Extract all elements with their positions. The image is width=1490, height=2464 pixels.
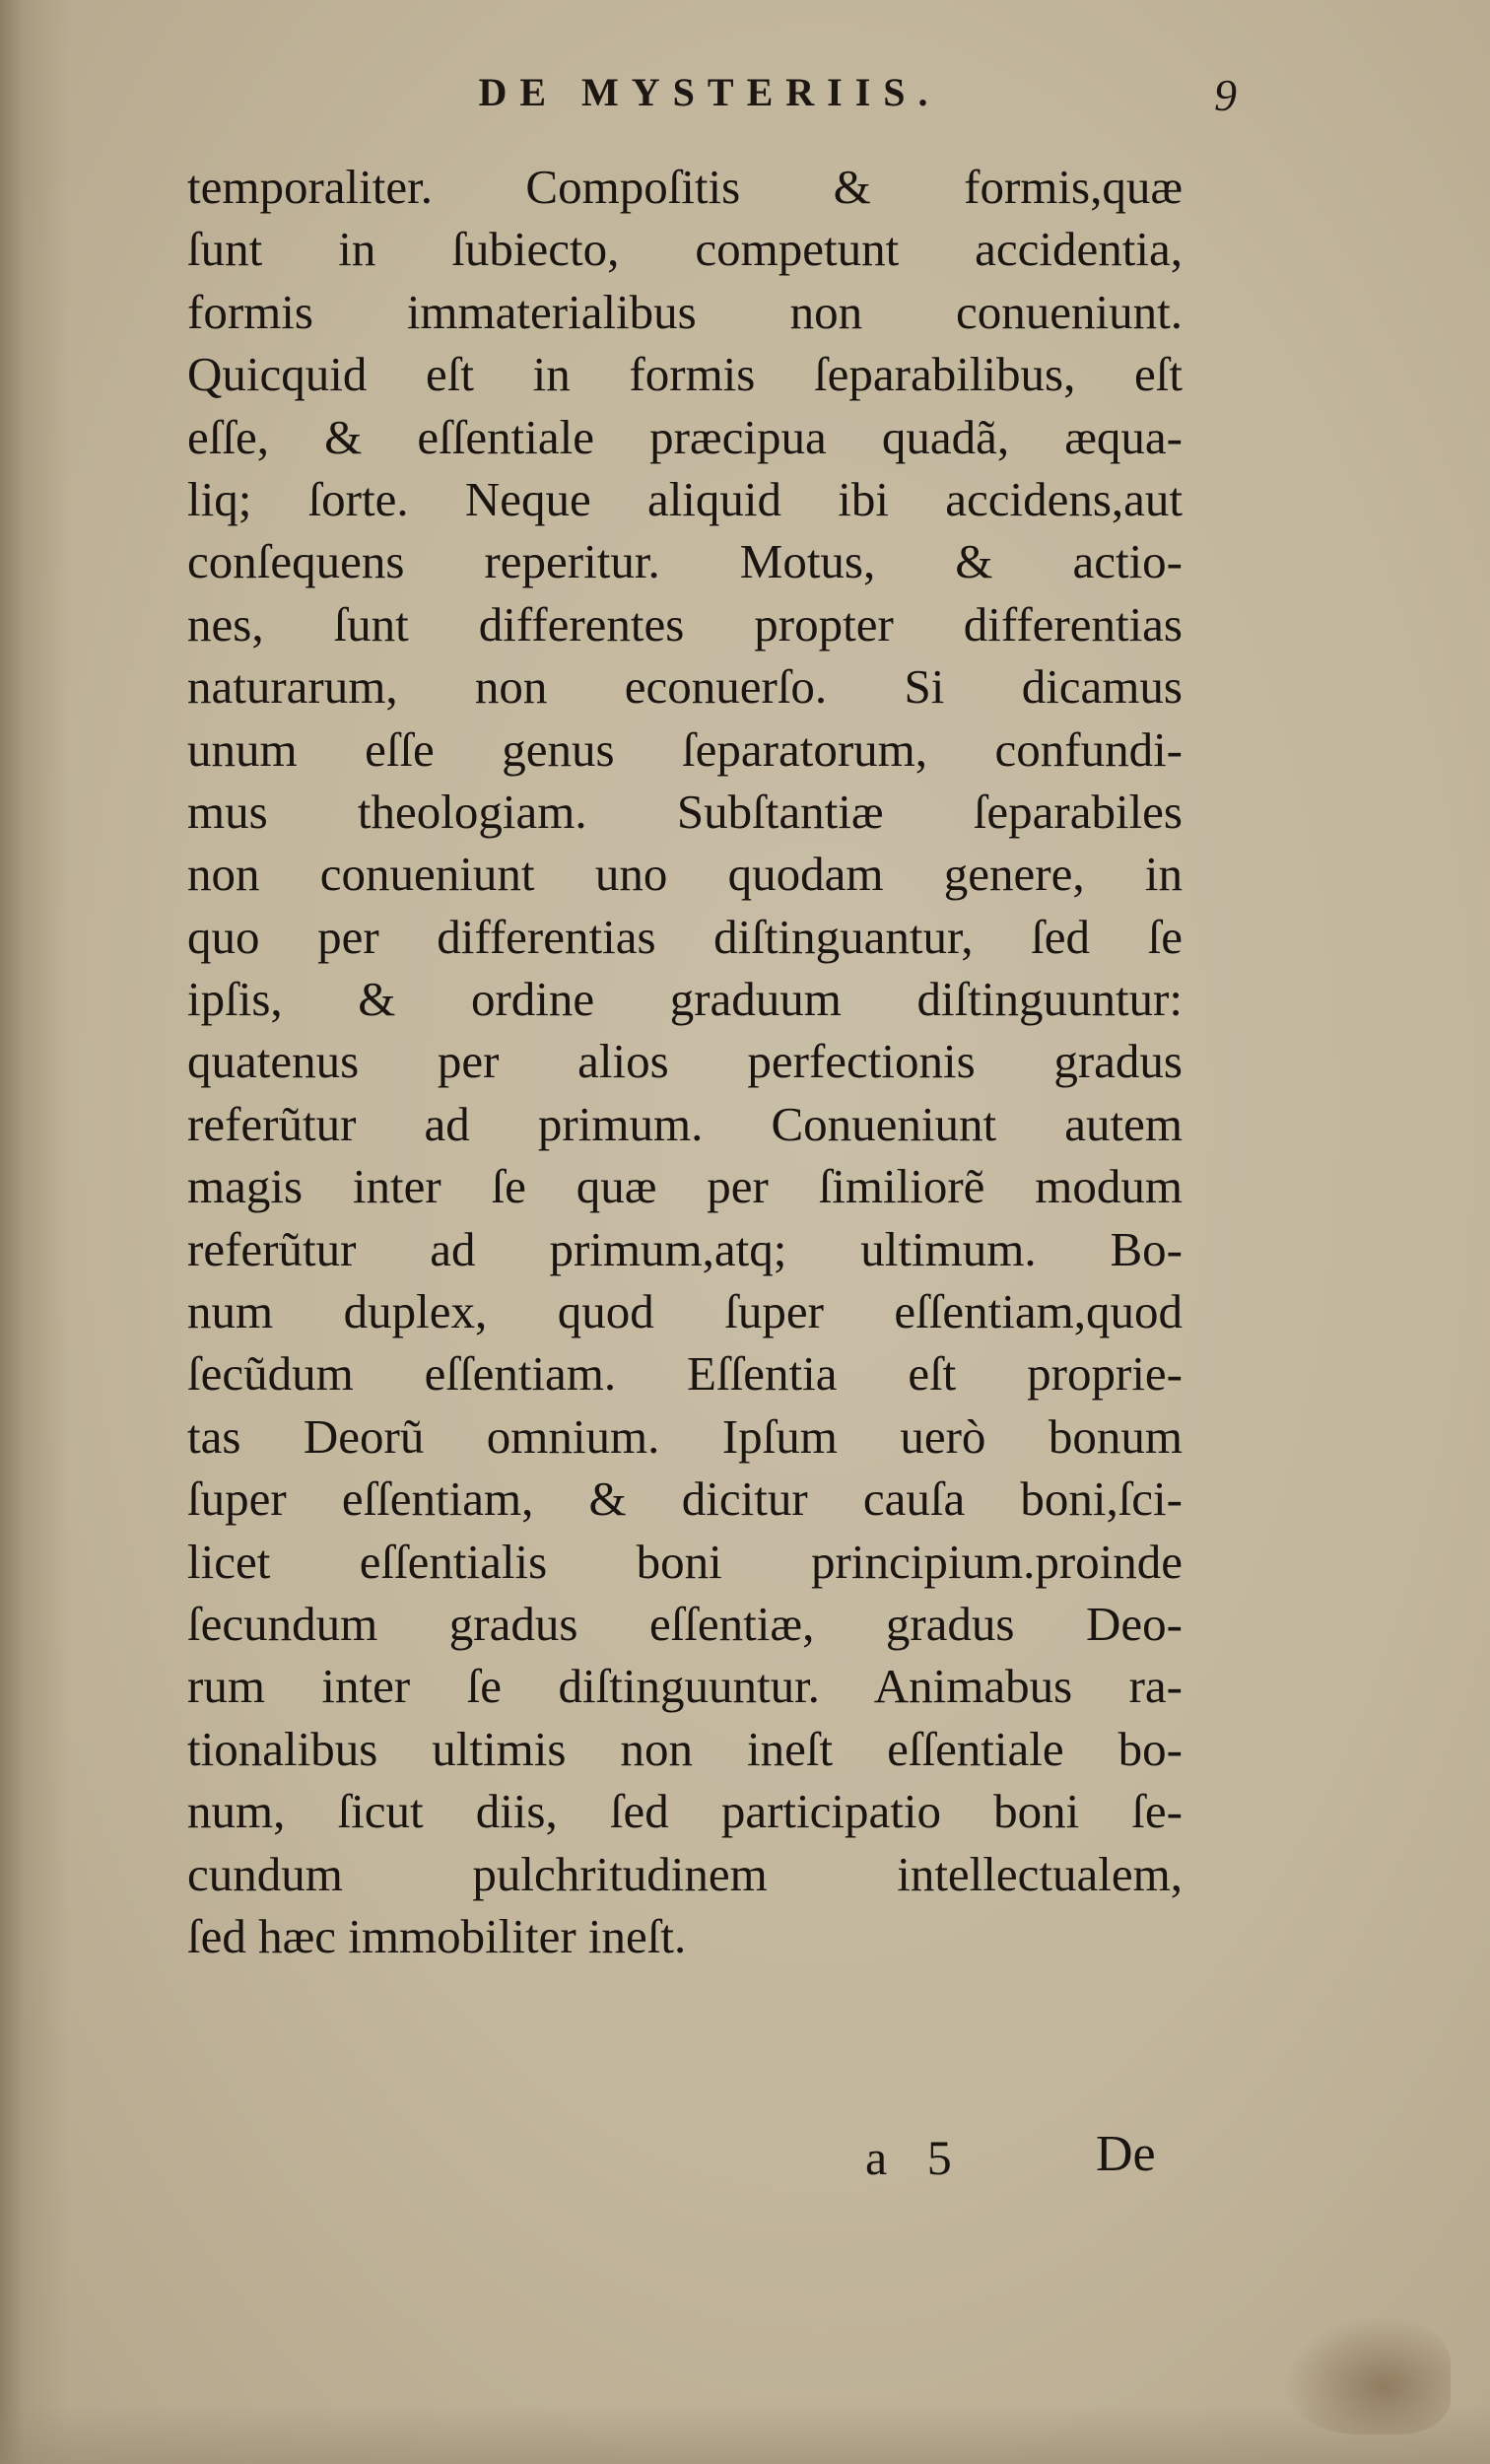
text-line: num, ſicut diis, ſed participatio boni ſe- [187, 1784, 1183, 1839]
text-line: referũtur ad primum. Conueniunt autem [187, 1096, 1183, 1151]
text-line: conſequens reperitur. Motus, & actio- [187, 534, 1183, 589]
text-line: liq; ſorte. Neque aliquid ibi accidens,aut [187, 471, 1183, 526]
text-line: formis immaterialibus non conueniunt. [187, 284, 1183, 339]
text-line: magis inter ſe quæ per ſimiliorẽ modum [187, 1159, 1183, 1214]
text-line: mus theologiam. Subſtantiæ ſeparabiles [187, 784, 1183, 839]
text-line: ſed hæc immobiliter ineſt. [187, 1908, 687, 1963]
page-number: 9 [1214, 70, 1237, 120]
page-bottom-edge [0, 2405, 1490, 2464]
signature-mark: a 5 [865, 2130, 966, 2185]
text-line: ſunt in ſubiecto, competunt accidentia, [187, 222, 1183, 277]
text-line: num duplex, quod ſuper eſſentiam,quod [187, 1284, 1183, 1339]
text-line: quatenus per alios perfectionis gradus [187, 1034, 1183, 1089]
catchword: De [1096, 2126, 1156, 2182]
text-line: non conueniunt uno quodam genere, in [187, 847, 1183, 902]
text-line: licet eſſentialis boni principium.proinde [187, 1534, 1183, 1589]
body-text [187, 156, 1183, 1967]
page-stain [1283, 2316, 1451, 2434]
text-line: tionalibus ultimis non ineſt eſſentiale bo- [187, 1721, 1183, 1776]
text-line: ſecũdum eſſentiam. Eſſentia eſt proprie- [187, 1346, 1183, 1402]
text-line: eſſe, & eſſentiale præcipua quadã, æqua- [187, 409, 1183, 464]
text-line: tas Deorũ omnium. Ipſum uerò bonum [187, 1408, 1183, 1464]
text-line: Quicquid eſt in formis ſeparabilibus, eſt [187, 347, 1183, 402]
text-line: naturarum, non econuerſo. Si dicamus [187, 659, 1183, 715]
running-head: DE MYSTERIIS. [478, 70, 941, 114]
text-line: ſuper eſſentiam, & dicitur cauſa boni,ſci- [187, 1472, 1183, 1527]
text-line: quo per differentias diſtinguantur, ſed ſe [187, 909, 1183, 964]
text-line: ipſis, & ordine graduum diſtinguuntur: [187, 972, 1183, 1027]
gutter-shadow [0, 0, 69, 2464]
text-line: ſecundum gradus eſſentiæ, gradus Deo- [187, 1596, 1183, 1651]
text-line: cundum pulchritudinem intellectualem, [187, 1846, 1183, 1901]
text-line: rum inter ſe diſtinguuntur. Animabus ra- [187, 1659, 1183, 1714]
text-line: temporaliter. Compoſitis & formis,quæ [187, 160, 1183, 214]
text-line: nes, ſunt differentes propter differentias [187, 596, 1183, 651]
text-line: referũtur ad primum,atq; ultimum. Bo- [187, 1221, 1183, 1276]
text-line: unum eſſe genus ſeparatorum, confundi- [187, 721, 1183, 777]
